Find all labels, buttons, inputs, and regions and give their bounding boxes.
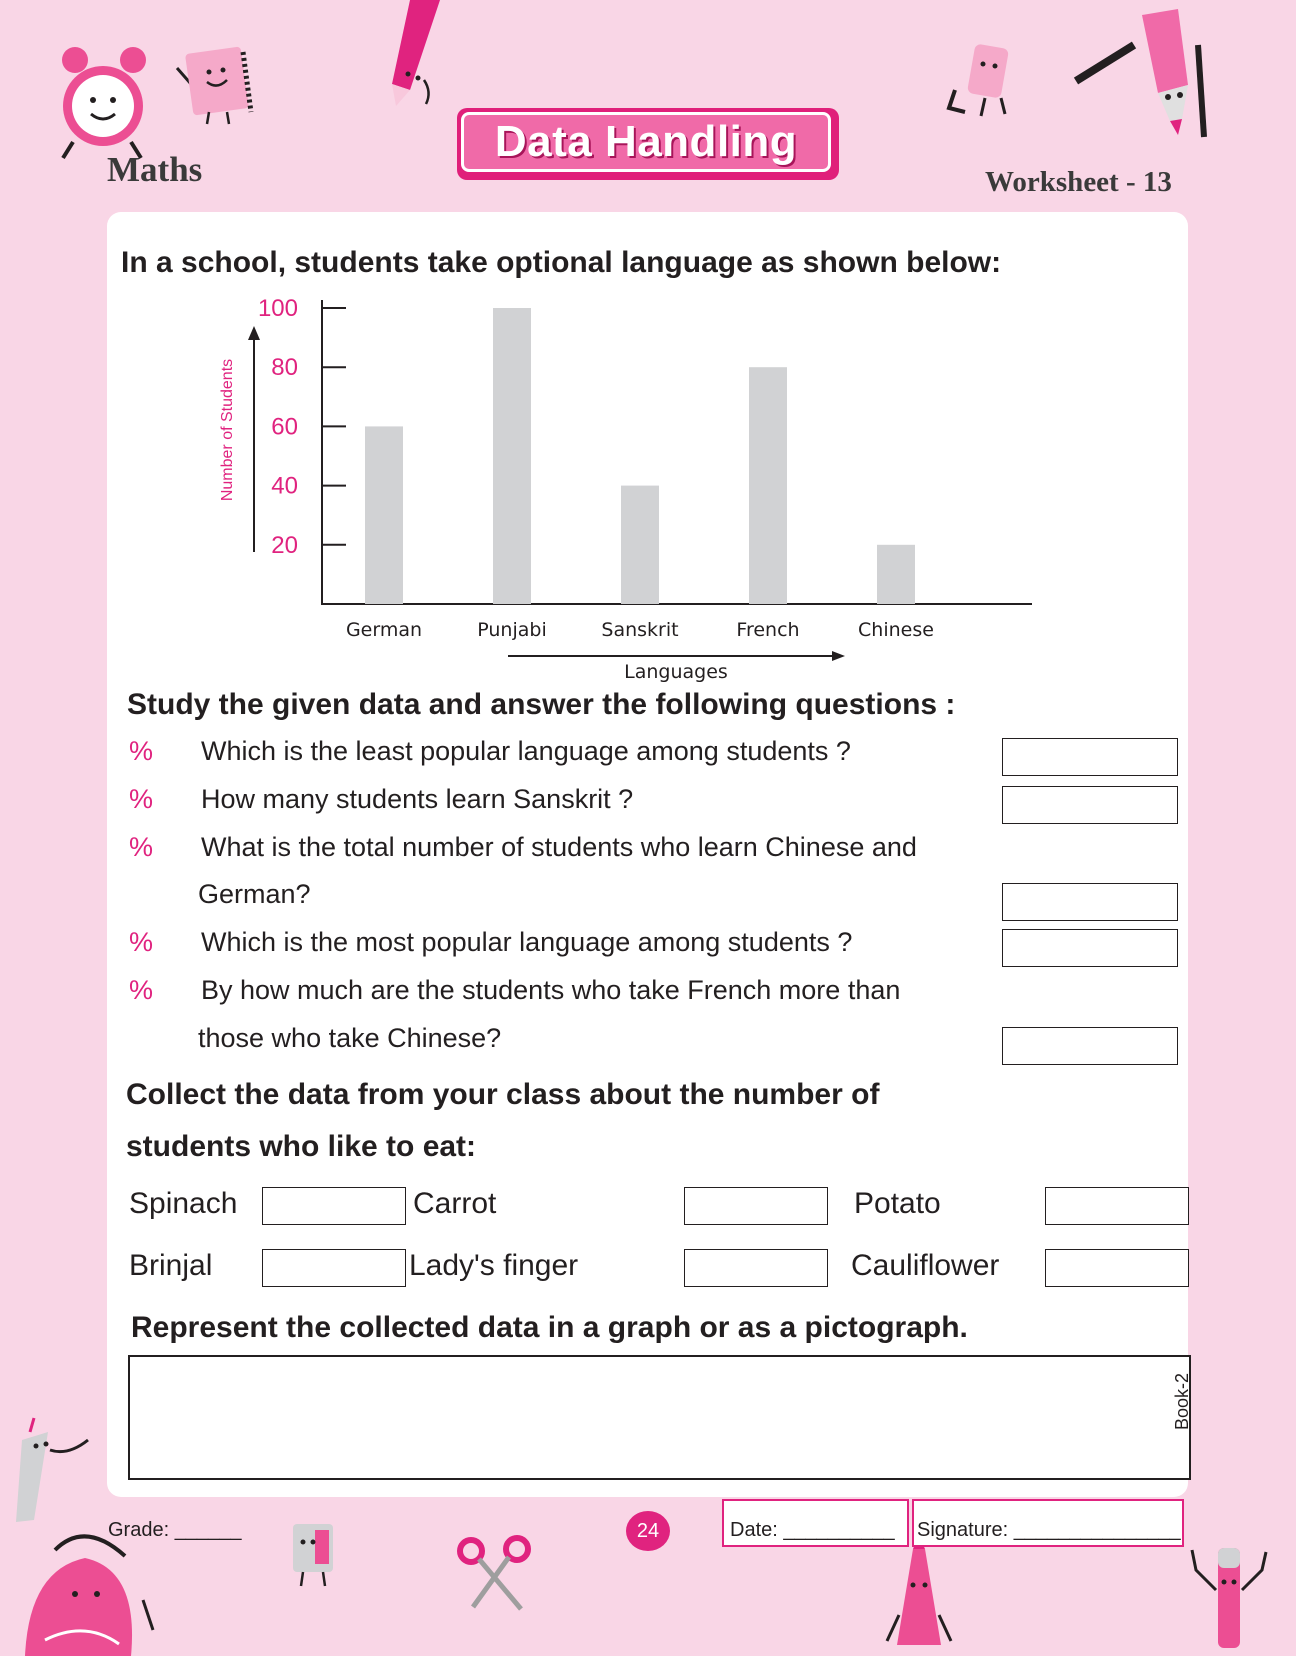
answer-box-2[interactable] [1002, 786, 1178, 824]
food-box-potato[interactable] [1045, 1187, 1189, 1225]
worksheet-number: Worksheet - 13 [985, 166, 1172, 198]
graph-drawing-area[interactable] [128, 1355, 1191, 1480]
question-5: By how much are the students who take French more than [201, 975, 901, 1005]
collect-heading-line2: students who like to eat: [126, 1130, 477, 1163]
y-axis-label: Number of Students [219, 358, 236, 502]
bullet-marker: % [129, 927, 154, 957]
date-field[interactable]: Date: __________ [730, 1519, 895, 1541]
page-title: Data Handling [494, 117, 798, 166]
pencil-character-icon [380, 0, 450, 110]
food-box-ladys-finger[interactable] [684, 1249, 828, 1287]
answer-box-3[interactable] [1002, 883, 1178, 921]
language-bar-chart [200, 290, 1050, 690]
bar-sanskrit [621, 486, 659, 604]
x-axis-label: Languages [624, 661, 728, 683]
bullet-marker: % [129, 832, 154, 862]
scissors-icon [455, 1535, 535, 1615]
food-box-spinach[interactable] [262, 1187, 406, 1225]
collect-heading-line1: Collect the data from your class about the number of [126, 1078, 880, 1111]
bullet-marker: % [129, 784, 154, 814]
food-cauliflower: Cauliflower [851, 1249, 1000, 1282]
food-potato: Potato [854, 1187, 941, 1220]
answer-box-4[interactable] [1002, 929, 1178, 967]
bullet-marker: % [129, 975, 154, 1005]
food-spinach: Spinach [129, 1187, 238, 1220]
y-tick-label: 20 [271, 531, 298, 559]
alarm-clock-icon [55, 42, 155, 162]
grade-field[interactable]: Grade: ______ [108, 1519, 242, 1541]
question-3: What is the total number of students who learn Chinese and [201, 832, 917, 862]
page-number: 24 [626, 1511, 670, 1551]
question-5-continued: those who take Chinese? [198, 1023, 502, 1053]
question-4: Which is the most popular language among students ? [201, 927, 853, 957]
bar-french [749, 367, 787, 604]
signature-field[interactable]: Signature: _______________ [917, 1519, 1181, 1541]
y-tick-label: 40 [271, 472, 298, 500]
x-category-label: Punjabi [477, 619, 547, 641]
food-ladys-finger: Lady's finger [409, 1249, 579, 1282]
notepad-icon [175, 42, 265, 127]
x-category-label: German [345, 619, 423, 641]
backpack-icon [15, 1520, 155, 1656]
y-tick-label: 80 [271, 354, 298, 382]
x-axis-arrow-head [832, 651, 845, 661]
question-1: Which is the least popular language among students ? [201, 736, 851, 766]
crayon-character-icon [885, 1545, 955, 1656]
intro-text: In a school, students take optional language as shown below: [121, 246, 1002, 279]
x-category-label: French [736, 619, 800, 641]
question-3-continued: German? [198, 879, 311, 909]
questions-heading: Study the given data and answer the following questions : [127, 688, 956, 721]
pen-character-icon [1190, 1540, 1270, 1656]
food-box-brinjal[interactable] [262, 1249, 406, 1287]
bar-chinese [877, 545, 915, 604]
y-tick-label: 100 [257, 295, 298, 322]
x-category-label: Chinese [858, 619, 934, 641]
represent-heading: Represent the collected data in a graph or as a pictograph. [131, 1311, 968, 1344]
answer-box-5[interactable] [1002, 1027, 1178, 1065]
title-banner-inner [461, 112, 831, 172]
book-label: Book-2 [1172, 1372, 1192, 1430]
sharpener-character-icon [285, 1520, 345, 1590]
food-box-carrot[interactable] [684, 1187, 828, 1225]
question-2: How many students learn Sanskrit ? [201, 784, 634, 814]
y-tick-label: 60 [271, 413, 298, 441]
food-brinjal: Brinjal [129, 1249, 213, 1282]
subject-label: Maths [107, 150, 203, 189]
ruler-character-icon [8, 1410, 98, 1530]
title-banner [457, 108, 839, 180]
food-carrot: Carrot [413, 1187, 497, 1220]
x-category-label: Sanskrit [601, 619, 679, 641]
y-axis-arrow-head [248, 326, 260, 340]
bullet-marker: % [129, 736, 154, 766]
bar-punjabi [493, 308, 531, 604]
food-box-cauliflower[interactable] [1045, 1249, 1189, 1287]
answer-box-1[interactable] [1002, 738, 1178, 776]
eraser-character-icon [945, 40, 1025, 120]
bar-german [365, 426, 403, 604]
big-pencil-character-icon [1070, 5, 1210, 145]
